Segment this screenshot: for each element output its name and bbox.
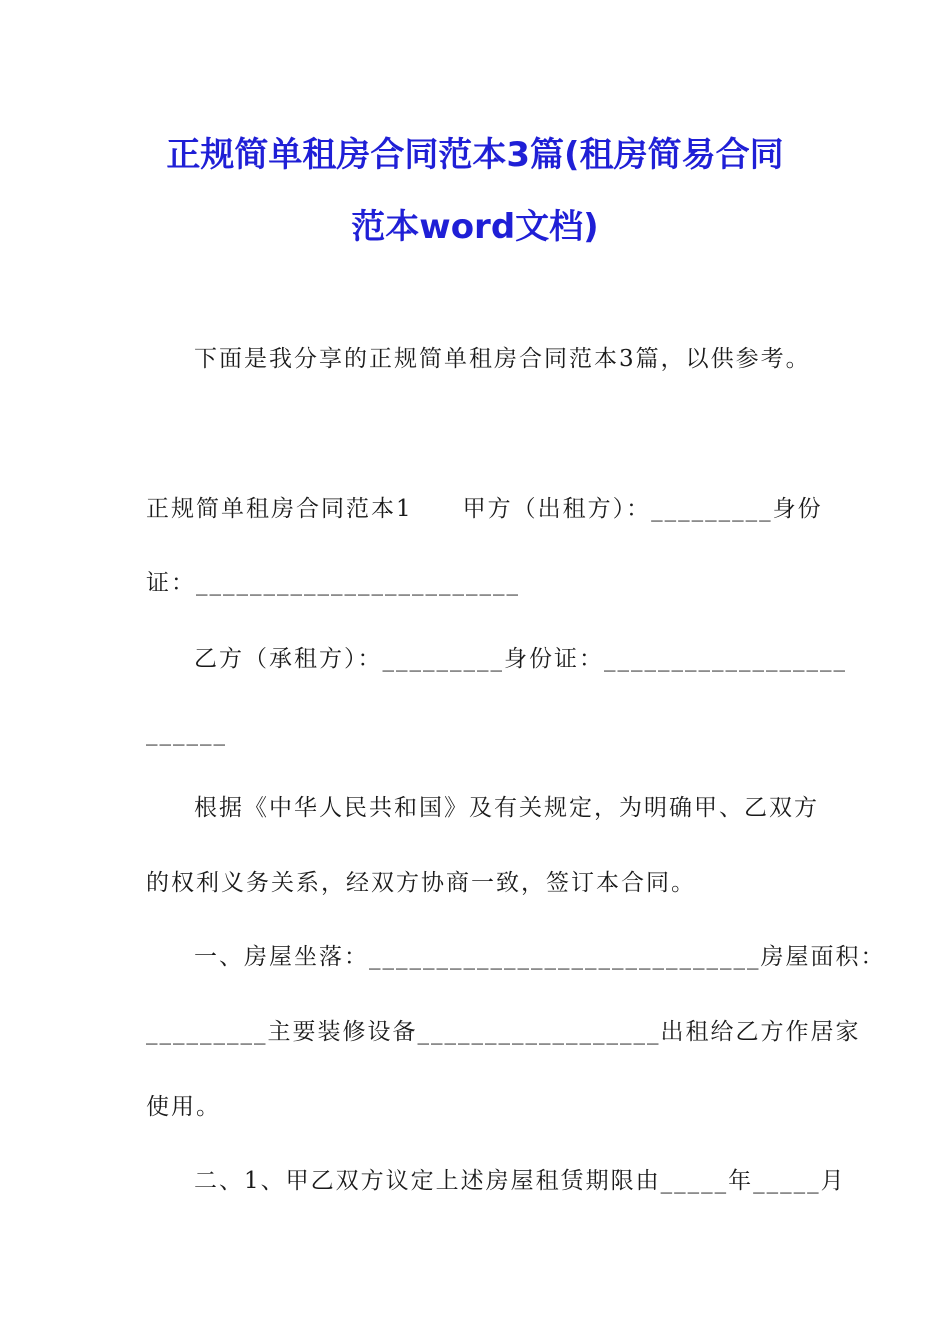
intro-paragraph: 下面是我分享的正规简单租房合同范本3篇，以供参考。: [194, 346, 811, 372]
clause-1-line-1: 一、房屋坐落：_____________________________房屋面积：: [194, 944, 886, 970]
clause-1-line-3: 使用。: [146, 1094, 221, 1120]
basis-paragraph-line-1: 根据《中华人民共和国》及有关规定，为明确甲、乙双方: [194, 795, 819, 821]
clause-1-line-2: _________主要装修设备__________________出租给乙方作居家: [146, 1019, 861, 1045]
party-b-id-continuation: ______: [146, 720, 227, 746]
document-title-line-1: 正规简单租房合同范本3篇(租房简易合同: [166, 135, 784, 175]
document-title-line-2: 范本word文档): [351, 207, 599, 247]
basis-paragraph-line-2: 的权利义务关系，经双方协商一致，签订本合同。: [146, 870, 696, 896]
party-b-line: 乙方（承租方）：_________身份证：__________________: [194, 646, 847, 672]
clause-2-line-1: 二、1、甲乙双方议定上述房屋租赁期限由_____年_____月: [194, 1168, 846, 1194]
party-a-id-line: 证：________________________: [146, 570, 520, 596]
contract-1-party-a-line: 正规简单租房合同范本1 甲方（出租方）：_________身份: [146, 496, 823, 522]
